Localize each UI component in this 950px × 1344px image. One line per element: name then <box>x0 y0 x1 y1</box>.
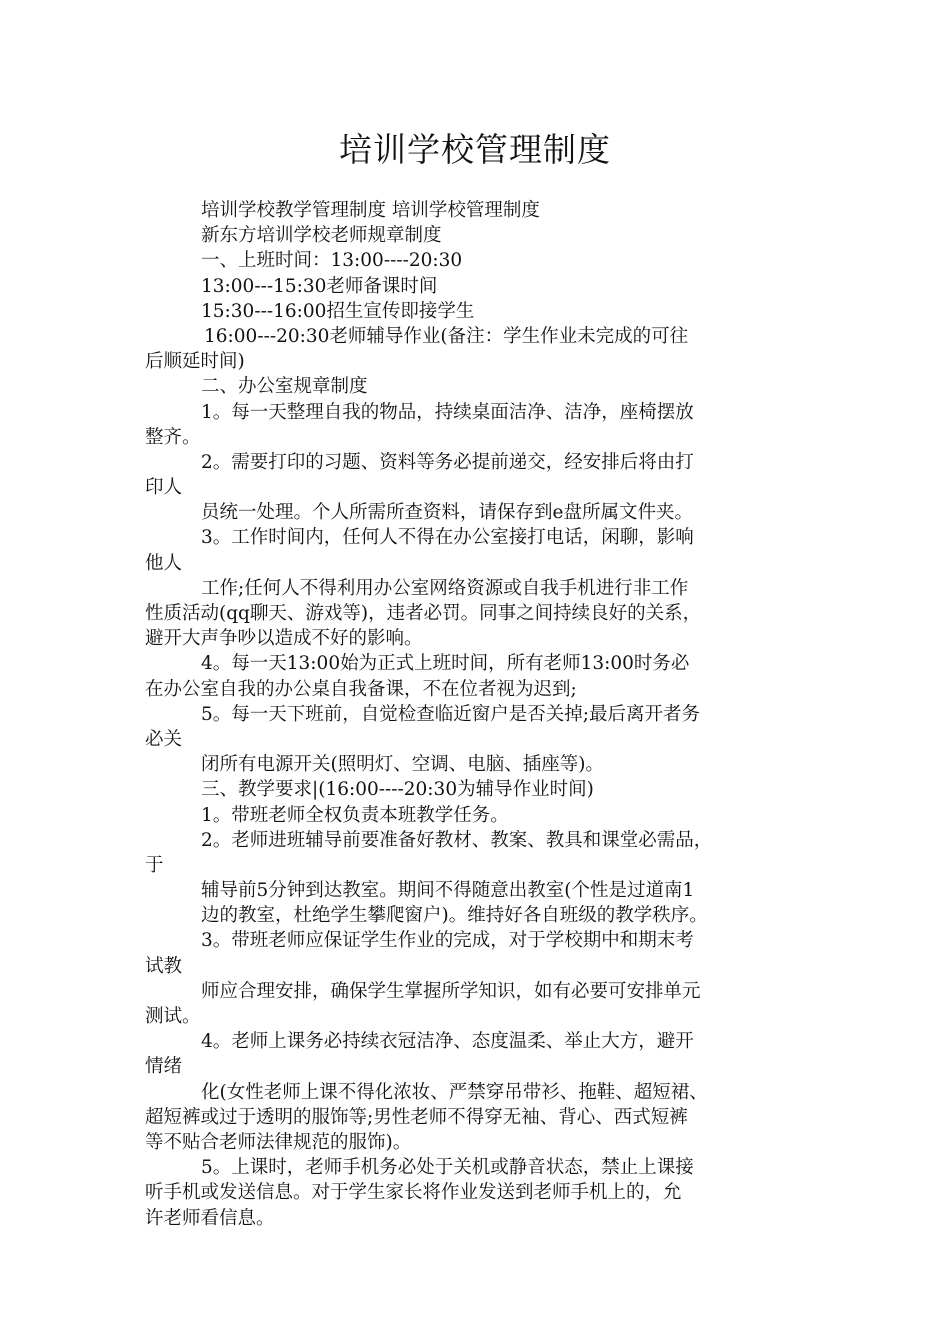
text-line: 4。老师上课务必持续衣冠洁净、态度温柔、举止大方，避开 <box>201 1031 694 1053</box>
text-line: 化(女性老师上课不得化浓妆、严禁穿吊带衫、拖鞋、超短裙、 <box>201 1081 708 1103</box>
text-line: 13:00---15:30老师备课时间 <box>201 275 438 297</box>
text-line: 闭所有电源开关(照明灯、空调、电脑、插座等)。 <box>201 754 604 776</box>
text-line: 16:00---20:30老师辅导作业(备注：学生作业未完成的可往 <box>204 325 689 347</box>
text-line: 3。工作时间内，任何人不得在办公室接打电话，闲聊，影响 <box>201 527 694 549</box>
text-line: 一、上班时间：13:00----20:30 <box>201 250 463 272</box>
text-line: 情绪 <box>145 1056 183 1078</box>
text-line: 2。需要打印的习题、资料等务必提前递交，经安排后将由打 <box>201 451 694 473</box>
text-line: 辅导前5分钟到达教室。期间不得随意出教室(个性是过道南1 <box>201 880 695 902</box>
text-line: 二、办公室规章制度 <box>201 376 368 398</box>
text-line: 他人 <box>145 552 183 574</box>
text-line: 培训学校教学管理制度 培训学校管理制度 <box>201 200 540 221</box>
text-line: 等不贴合老师法律规范的服饰)。 <box>145 1131 412 1153</box>
document-body <box>145 198 815 1231</box>
page-title: 培训学校管理制度 <box>339 130 611 169</box>
text-line: 2。老师进班辅导前要准备好教材、教案、教具和课堂必需品， <box>201 829 713 851</box>
text-line: 工作;任何人不得利用办公室网络资源或自我手机进行非工作 <box>201 577 689 599</box>
text-line: 新东方培训学校老师规章制度 <box>201 225 442 247</box>
text-line: 师应合理安排，确保学生掌握所学知识，如有必要可安排单元 <box>201 980 701 1002</box>
text-line: 避开大声争吵以造成不好的影响。 <box>145 628 423 650</box>
text-line: 15:30---16:00招生宣传即接学生 <box>201 300 475 322</box>
text-line: 于 <box>145 854 164 876</box>
text-line: 许老师看信息。 <box>145 1207 275 1229</box>
text-line: 必关 <box>145 728 183 750</box>
text-line: 后顺延时间) <box>145 351 245 373</box>
text-line: 4。每一天13:00始为正式上班时间，所有老师13:00时务必 <box>201 653 690 675</box>
text-line: 性质活动(qq聊天、游戏等)，违者必罚。同事之间持续良好的关系， <box>145 603 702 624</box>
text-line: 员统一处理。个人所需所查资料，请保存到e盘所属文件夹。 <box>201 502 693 524</box>
text-line: 边的教室，杜绝学生攀爬窗户)。维持好各自班级的教学秩序。 <box>201 905 708 927</box>
text-line: 5。上课时，老师手机务必处于关机或静音状态，禁止上课接 <box>201 1157 694 1179</box>
text-line: 1。带班老师全权负责本班教学任务。 <box>201 804 509 826</box>
text-line: 三、教学要求|(16:00----20:30为辅导作业时间) <box>201 779 594 801</box>
text-line: 在办公室自我的办公桌自我备课，不在位者视为迟到; <box>145 678 577 700</box>
text-line: 1。每一天整理自我的物品，持续桌面洁净、洁净，座椅摆放 <box>201 401 694 423</box>
text-line: 听手机或发送信息。对于学生家长将作业发送到老师手机上的，允 <box>145 1182 682 1204</box>
text-line: 5。每一天下班前，自觉检查临近窗户是否关掉;最后离开者务 <box>201 703 701 725</box>
text-line: 试教 <box>145 955 183 977</box>
text-line: 整齐。 <box>145 426 201 448</box>
text-line: 超短裤或过于透明的服饰等;男性老师不得穿无袖、背心、西式短裤 <box>145 1106 688 1128</box>
text-line: 印人 <box>145 477 183 499</box>
text-line: 3。带班老师应保证学生作业的完成，对于学校期中和期末考 <box>201 930 694 952</box>
text-line: 测试。 <box>145 1006 201 1027</box>
